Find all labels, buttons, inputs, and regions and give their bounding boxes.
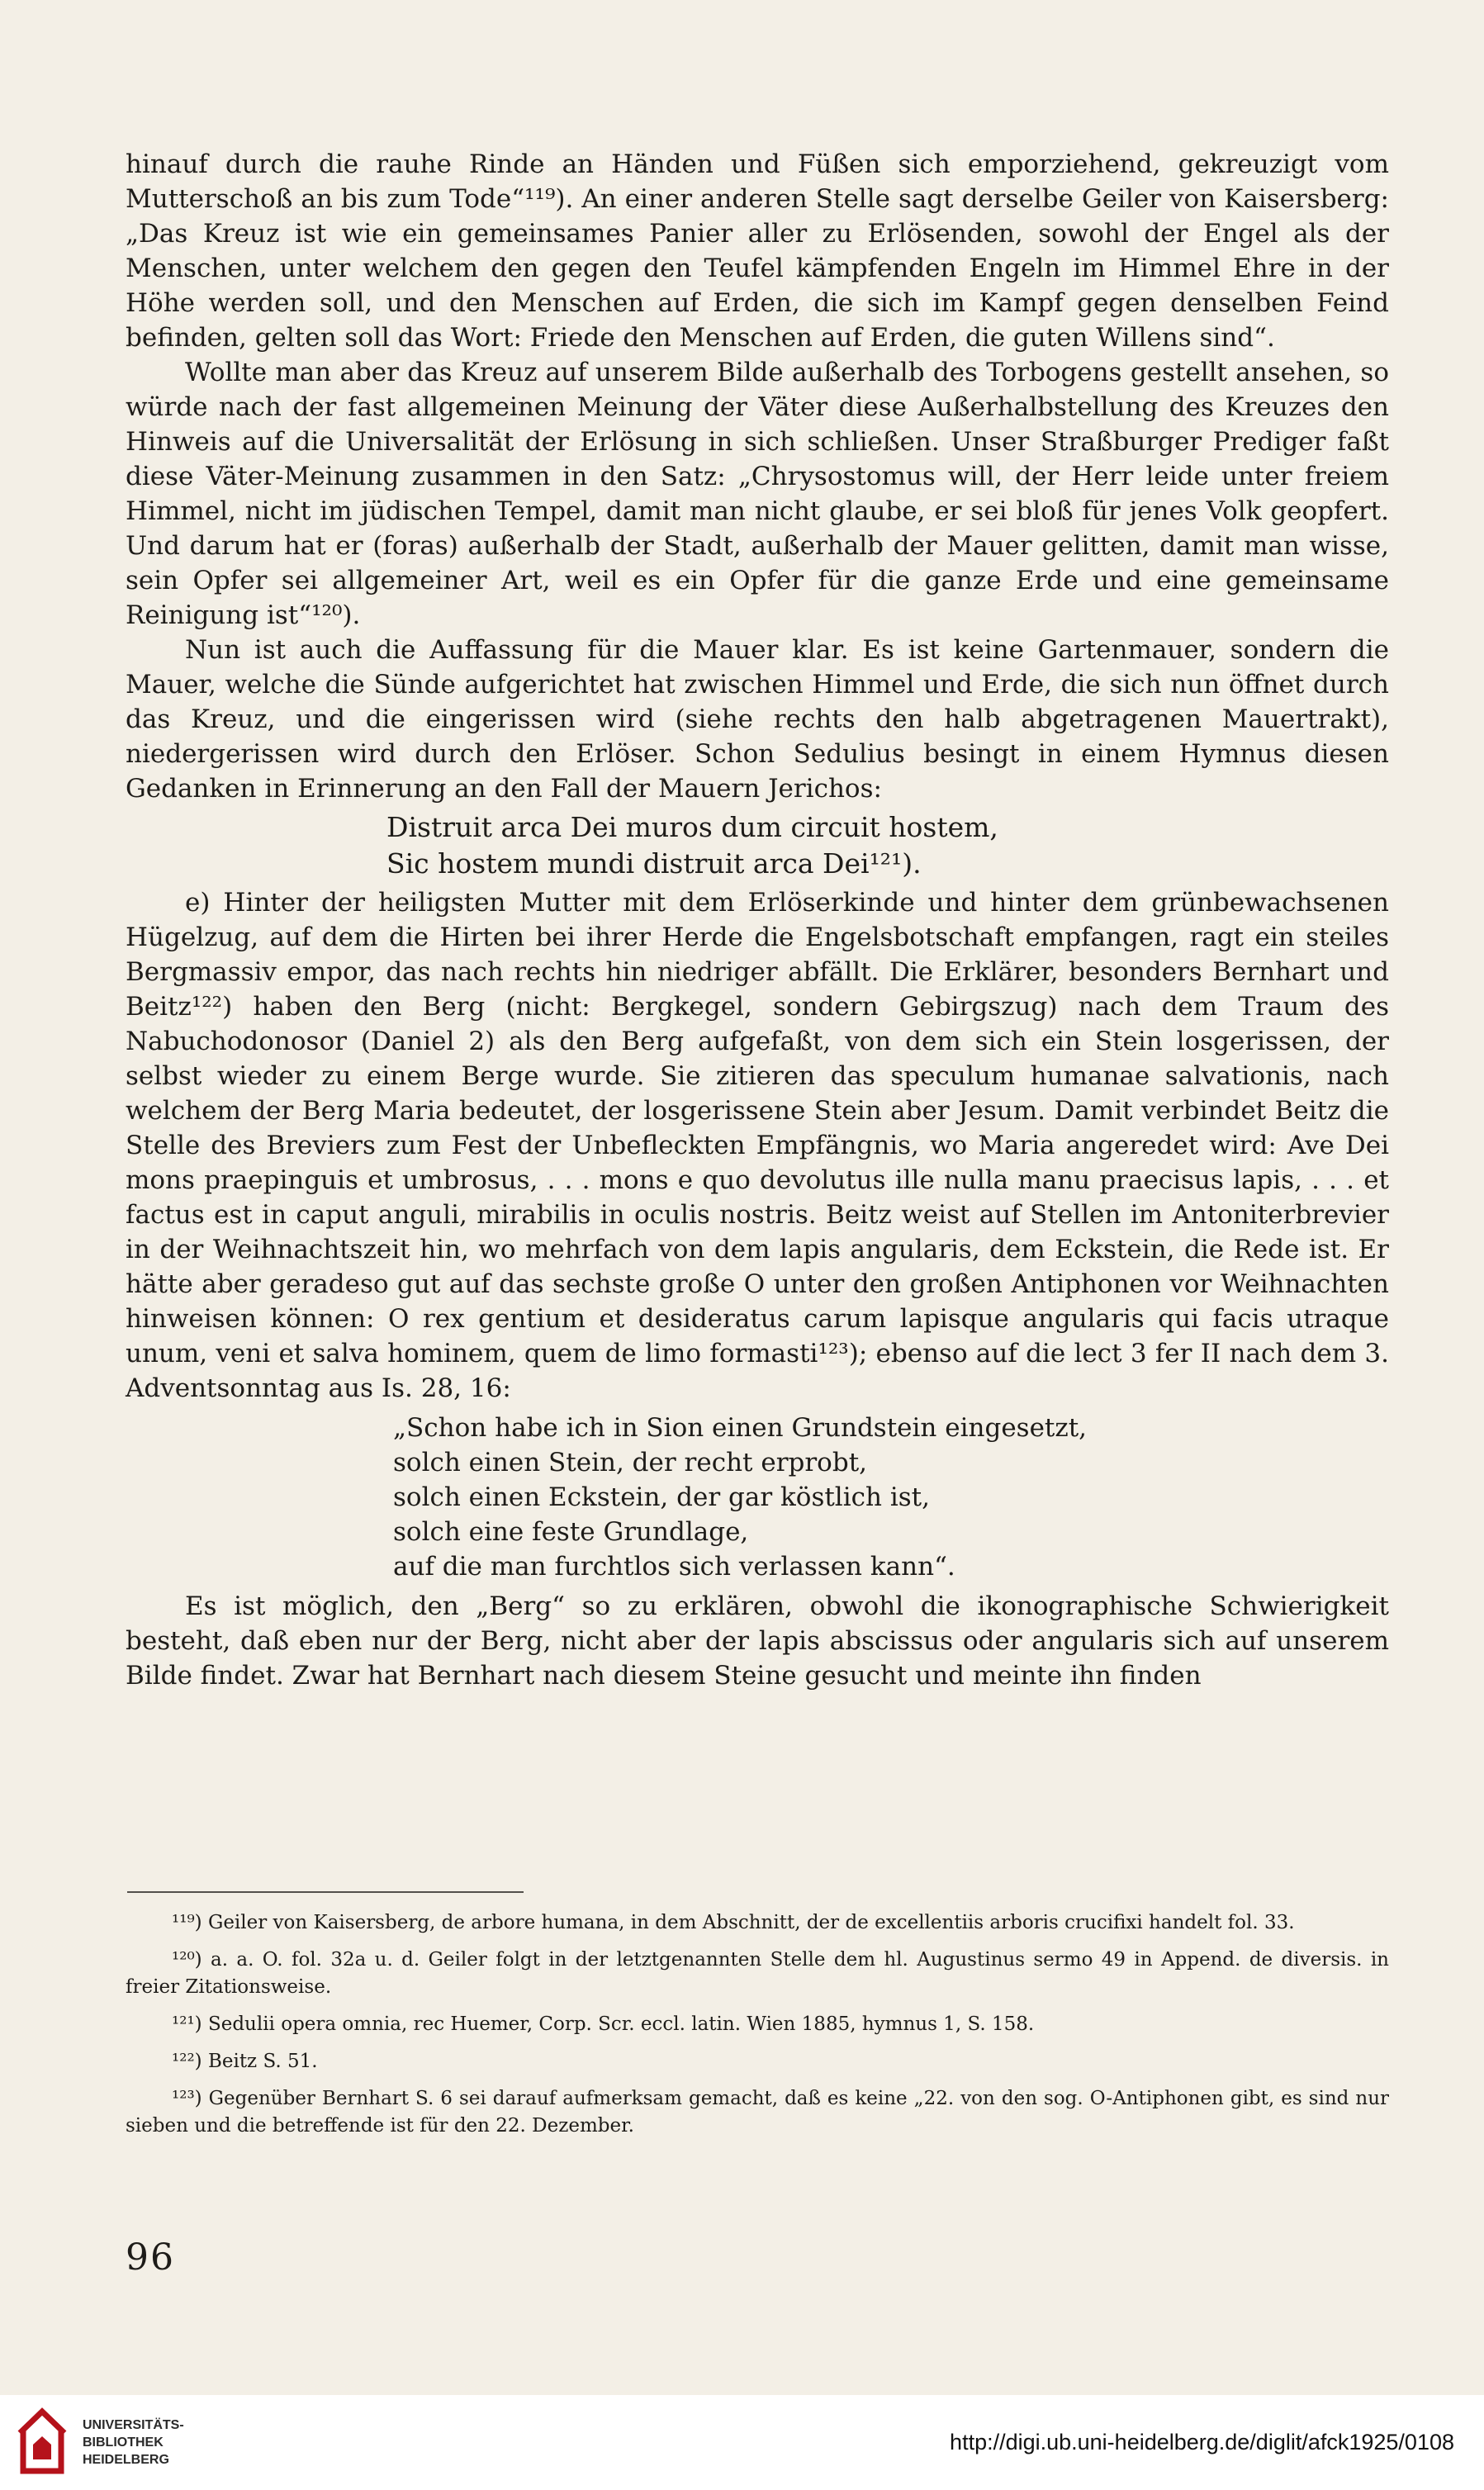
german-verse-line-4: solch eine feste Grundlage,: [393, 1517, 749, 1547]
footnote-123: ¹²³) Gegenüber Bernhart S. 6 sei darauf aufmerksam gemacht, daß es keine „22. von den sog. O-Antiphonen gibt, es sind nur sieben und die betreffende ist für den 22. Dezember.: [126, 2088, 1389, 2137]
paragraph-5: Es ist möglich, den „Berg“ so zu erklären, obwohl die ikonographische Schwierigkeit besteht, daß eben nur der Berg, nicht aber der lapis abscissus oder angularis sich auf unserem Bilde findet. Zwar hat Bernhart nach diesem Steine gesucht und meinte ihn finden: [126, 1591, 1389, 1691]
german-verse-line-5: auf die man furchtlos sich verlassen kann“.: [393, 1552, 955, 1582]
german-verse-line-2: solch einen Stein, der recht erprobt,: [393, 1448, 867, 1477]
paragraph-3: Nun ist auch die Auffassung für die Mauer klar. Es ist keine Gartenmauer, sondern die Mauer, welche die Sünde aufgerichtet hat zwischen Himmel und Erde, die sich nun öffnet durch das Kreuz, und die eingerissen wird (siehe rechts den halb abgetragenen Mauertrakt), niedergerissen wird durch den Erlöser. Schon Sedulius besingt in einem Hymnus diesen Gedanken in Erinnerung an den Fall der Mauern Jerichos:: [126, 635, 1389, 804]
library-seal-icon: [15, 2405, 69, 2479]
permalink-url[interactable]: http://digi.ub.uni-heidelberg.de/diglit/afck1925/0108: [950, 2430, 1454, 2454]
footnote-121: ¹²¹) Sedulii opera omnia, rec Huemer, Corp. Scr. eccl. latin. Wien 1885, hymnus 1, S. 158.: [172, 2013, 1035, 2035]
library-logo[interactable]: [15, 2405, 213, 2479]
library-name-line-3: HEIDELBERG: [83, 2453, 169, 2467]
library-name-line-2: BIBLIOTHEK: [83, 2435, 164, 2450]
german-verse-line-3: solch einen Eckstein, der gar köstlich ist,: [393, 1482, 930, 1512]
page-number: 96: [126, 2236, 175, 2279]
paragraph-2: Wollte man aber das Kreuz auf unserem Bilde außerhalb des Torbogens gestellt ansehen, so würde nach der fast allgemeinen Meinung der Väter diese Außerhalbstellung des Kreuzes den Hinweis auf die Universalität der Erlösung in sich schließen. Unser Straßburger Prediger faßt diese Väter-Meinung zusammen in den Satz: „Chrysostomus will, der Herr leide unter freiem Himmel, nicht im jüdischen Tempel, damit man nicht glaube, er sei bloß für jenes Volk geopfert. Und darum hat er (foras) außerhalb der Stadt, außerhalb der Mauer gelitten, damit man wisse, sein Opfer sei allgemeiner Art, weil es ein Opfer für die ganze Erde und eine gemeinsame Reinigung ist“¹²⁰).: [126, 358, 1389, 630]
verse-line-2: Sic hostem mundi distruit arca Dei¹²¹).: [386, 847, 922, 880]
footnote-120: ¹²⁰) a. a. O. fol. 32a u. d. Geiler folgt in der letztgenannten Stelle dem hl. Augustinus sermo 49 in Append. de diversis. in freier Zitationsweise.: [126, 1949, 1389, 1998]
verse-line-1: Distruit arca Dei muros dum circuit hostem,: [386, 811, 998, 843]
footnote-122: ¹²²) Beitz S. 51.: [172, 2051, 318, 2072]
paragraph-4: e) Hinter der heiligsten Mutter mit dem Erlöserkinde und hinter dem grünbewachsenen Hügelzug, auf dem die Hirten bei ihrer Herde die Engelsbotschaft empfangen, ragt ein steiles Bergmassiv empor, das nach rechts hin niedriger abfällt. Die Erklärer, besonders Bernhart und Beitz¹²²) haben den Berg (nicht: Bergkegel, sondern Gebirgszug) nach dem Traum des Nabuchodonosor (Daniel 2) als den Berg aufgefaßt, von dem sich ein Stein losgerissen, der selbst wieder zu einem Berge wurde. Sie zitieren das speculum humanae salvationis, nach welchem der Berg Maria bedeutet, der losgerissene Stein aber Jesum. Damit verbindet Beitz die Stelle des Breviers zum Fest der Unbefleckten Empfängnis, wo Maria angeredet wird: Ave Dei mons praepinguis et umbrosus, . . . mons e quo devolutus ille nulla manu praecisus lapis, . . . et factus est in caput anguli, mirabilis in oculis nostris. Beitz weist auf Stellen im Antoniterbrevier in der Weihnachtszeit hin, wo mehrfach von dem lapis angularis, dem Eckstein, die Rede ist. Er hätte aber geradeso gut auf das sechste große O unter den großen Antiphonen vor Weihnachten hinweisen können: O rex gentium et desideratus carum lapisque angularis qui facis utraque unum, veni et salva hominem, quem de limo formasti¹²³); ebenso auf die lect 3 fer II nach dem 3. Adventsonntag aus Is. 28, 16:: [126, 888, 1389, 1403]
latin-verse: [386, 809, 1389, 882]
german-verse-line-1: „Schon habe ich in Sion einen Grundstein eingesetzt,: [393, 1413, 1088, 1443]
library-name: [83, 2416, 184, 2469]
footnote-rule: [127, 1891, 524, 1893]
library-name-line-1: UNIVERSITÄTS-: [83, 2418, 184, 2432]
footnote-119: ¹¹⁹) Geiler von Kaisersberg, de arbore humana, in dem Abschnitt, der de excellentiis arboris crucifixi handelt fol. 33.: [172, 1912, 1295, 1933]
main-text: [126, 147, 1389, 1693]
paragraph-1: hinauf durch die rauhe Rinde an Händen und Füßen sich emporziehend, gekreuzigt vom Mutterschoß an bis zum Tode“¹¹⁹). An einer anderen Stelle sagt derselbe Geiler von Kaisersberg: „Das Kreuz ist wie ein gemeinsames Panier aller zu Erlösenden, sowohl der Engel als der Menschen, unter welchem den gegen den Teufel kämpfenden Engeln im Himmel Ehre in der Höhe werden soll, und den Menschen auf Erden, die sich im Kampf gegen denselben Feind befinden, gelten soll das Wort: Friede den Menschen auf Erden, die guten Willens sind“.: [126, 149, 1389, 353]
german-verse: [393, 1411, 1389, 1584]
viewer-footer: [0, 2395, 1484, 2490]
footnotes: [126, 1909, 1389, 2150]
